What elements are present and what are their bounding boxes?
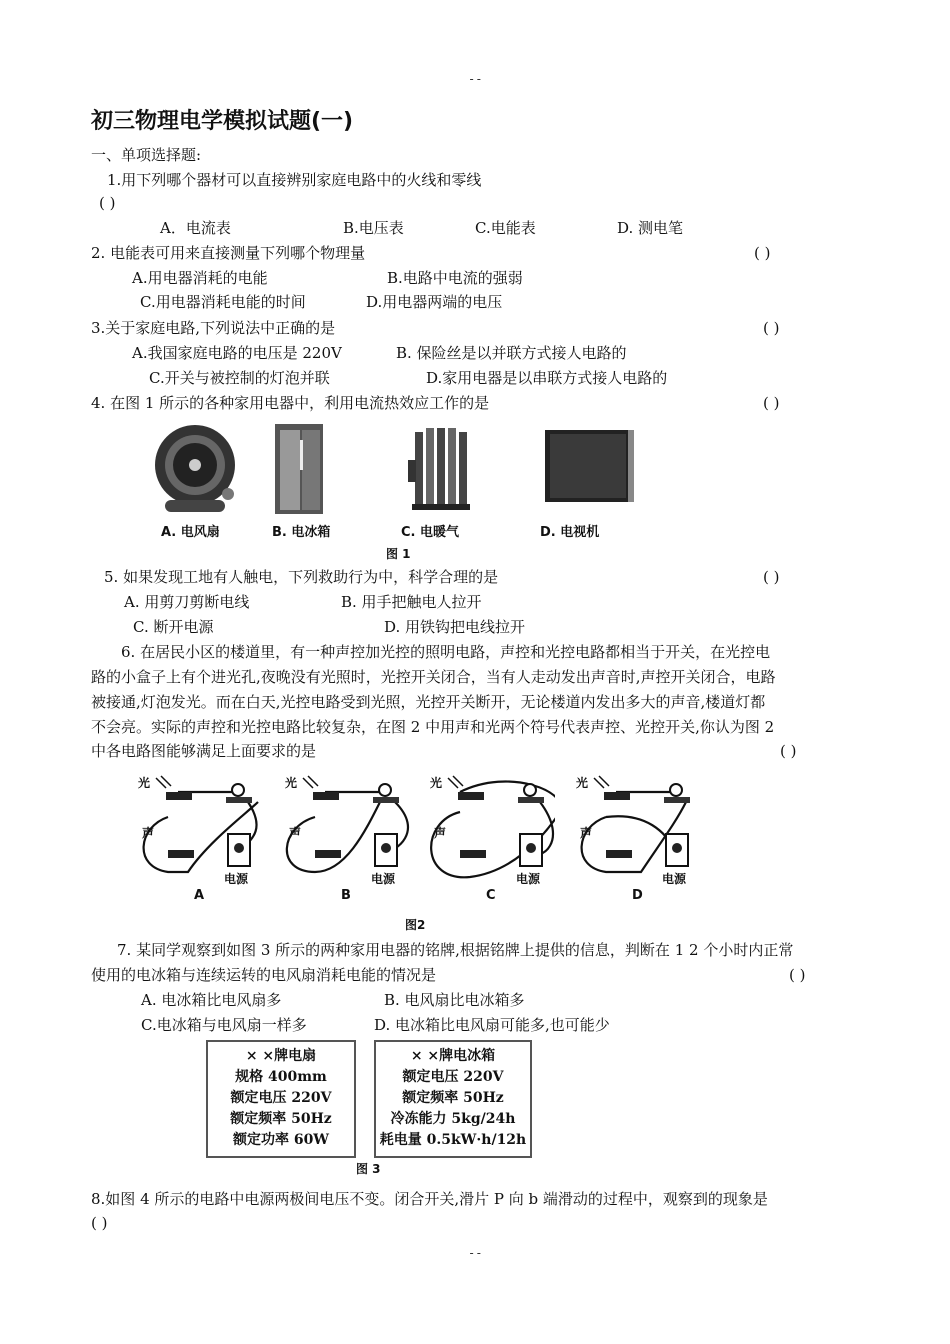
- q1-stem: 1.用下列哪个器材可以直接辨别家庭电路中的火线和零线: [107, 171, 482, 189]
- fig1-caption: 图 1: [386, 547, 411, 561]
- circuit-letter: C: [486, 888, 496, 903]
- circuit-letter: B: [341, 888, 351, 903]
- q1-option-a: A．电流表: [160, 219, 231, 237]
- page-title: 初三物理电学模拟试题(一): [91, 109, 354, 134]
- q5-answer-paren: ( ): [763, 568, 780, 586]
- q3-stem: 3.关于家庭电路,下列说法中正确的是: [91, 319, 336, 337]
- q3-option-b: B. 保险丝是以并联方式接人电路的: [396, 344, 627, 362]
- fig1-label-a: A. 电风扇: [161, 525, 220, 540]
- q1-option-b: B.电压表: [343, 219, 404, 237]
- q3-option-c: C.开关与被控制的灯泡并联: [149, 369, 330, 387]
- q2-stem: 2. 电能表可用来直接测量下列哪个物理量: [91, 244, 366, 262]
- q7-option-b: B. 电风扇比电冰箱多: [384, 991, 525, 1009]
- q5-option-b: B. 用手把触电人拉开: [341, 593, 482, 611]
- power-source-label: 电源: [516, 872, 541, 886]
- q2-option-b: B.电路中电流的强弱: [387, 269, 523, 287]
- q4-stem: 4. 在图 1 所示的各种家用电器中，利用电流热效应工作的是: [91, 394, 490, 412]
- q6-line-4: 不会亮。实际的声控和光控电路比较复杂，在图 2 中用声和光两个符号代表声控、光控开关,你认为图 2: [91, 718, 775, 736]
- fan-plate-line: × ×牌电扇: [245, 1048, 317, 1064]
- light-switch-label: 光: [430, 776, 443, 790]
- fan-plate-line: 额定电压 220V: [230, 1090, 332, 1106]
- q3-option-a: A.我国家庭电路的电压是 220V: [132, 344, 342, 362]
- fridge-plate-line: 耗电量 0.5kW·h/12h: [379, 1132, 527, 1148]
- q1-option-c: C.电能表: [475, 219, 536, 237]
- power-source-label: 电源: [662, 872, 687, 886]
- fridge-plate-line: 冷冻能力 5kg/24h: [390, 1111, 516, 1127]
- q1-answer-paren: ( ): [99, 194, 116, 212]
- q7-line-1: 7. 某同学观察到如图 3 所示的两种家用电器的铭牌,根据铭牌上提供的信息，判断在 1 2 个小时内正常: [117, 941, 794, 959]
- q2-option-d: D.用电器两端的电压: [366, 293, 503, 311]
- q4-answer-paren: ( ): [763, 394, 780, 412]
- light-switch-label: 光: [138, 776, 151, 790]
- sound-switch-label: 声: [580, 826, 593, 840]
- power-source-label: 电源: [224, 872, 249, 886]
- radiator-heater-image: [408, 428, 470, 510]
- q5-stem: 5. 如果发现工地有人触电，下列救助行为中，科学合理的是: [104, 568, 499, 586]
- fridge-plate-line: 额定电压 220V: [402, 1069, 504, 1085]
- circuit-diagram-d: [566, 772, 701, 912]
- figure-1-appliances: [150, 420, 650, 520]
- header-mark: --: [468, 72, 483, 86]
- section-heading: 一、单项选择题:: [91, 146, 202, 164]
- fig2-caption: 图2: [405, 918, 426, 932]
- q1-option-d: D. 测电笔: [617, 219, 684, 237]
- circuit-letter: D: [632, 888, 643, 903]
- power-source-label: 电源: [371, 872, 396, 886]
- fridge-plate-line: × ×牌电冰箱: [410, 1048, 496, 1064]
- q6-line-5: 中各电路图能够满足上面要求的是: [91, 742, 317, 760]
- q2-answer-paren: ( ): [754, 244, 771, 262]
- fan-plate-line: 额定功率 60W: [232, 1132, 330, 1148]
- fig1-label-c: C. 电暖气: [401, 525, 460, 540]
- q6-answer-paren: ( ): [780, 742, 797, 760]
- television-image: [545, 430, 634, 502]
- circuit-diagram-c: [420, 772, 555, 912]
- fig1-label-d: D. 电视机: [540, 525, 600, 540]
- q6-line-3: 被接通,灯泡发光。而在白天,光控电路受到光照，光控开关断开，无论楼道内发出多大的声音,楼道灯都: [91, 693, 766, 711]
- q7-option-c: C.电冰箱与电风扇一样多: [141, 1016, 307, 1034]
- sound-switch-label: 声: [434, 826, 447, 840]
- q5-option-a: A. 用剪刀剪断电线: [124, 593, 250, 611]
- q7-option-d: D. 电冰箱比电风扇可能多,也可能少: [374, 1016, 610, 1034]
- sound-switch-label: 声: [289, 826, 302, 840]
- fig3-caption: 图 3: [356, 1162, 381, 1176]
- q5-option-c: C. 断开电源: [133, 618, 214, 636]
- q7-answer-paren: ( ): [789, 966, 806, 984]
- fridge-plate-line: 额定频率 50Hz: [402, 1090, 504, 1106]
- refrigerator-image: [275, 424, 323, 514]
- fan-plate-line: 额定频率 50Hz: [230, 1111, 332, 1127]
- q7-option-a: A. 电冰箱比电风扇多: [141, 991, 282, 1009]
- circuit-diagram-b: [275, 772, 410, 912]
- q5-option-d: D. 用铁钩把电线拉开: [384, 618, 526, 636]
- fan-plate-line: 规格 400mm: [235, 1069, 327, 1085]
- q2-option-c: C.用电器消耗电能的时间: [140, 293, 306, 311]
- sound-switch-label: 声: [142, 826, 155, 840]
- q2-option-a: A.用电器消耗的电能: [132, 269, 268, 287]
- circuit-letter: A: [194, 888, 205, 903]
- fridge-nameplate: [374, 1040, 532, 1158]
- fan-nameplate: [206, 1040, 356, 1158]
- light-switch-label: 光: [285, 776, 298, 790]
- q8-stem: 8.如图 4 所示的电路中电源两极间电压不变。闭合开关,滑片 P 向 b 端滑动的过程中，观察到的现象是: [91, 1190, 768, 1208]
- light-switch-label: 光: [576, 776, 589, 790]
- q6-line-1: 6. 在居民小区的楼道里，有一种声控加光控的照明电路，声控和光控电路都相当于开关，在光控电: [121, 643, 771, 661]
- circuit-diagram-a: [128, 772, 263, 912]
- q7-line-2: 使用的电冰箱与连续运转的电风扇消耗电能的情况是: [91, 966, 437, 984]
- q3-option-d: D.家用电器是以串联方式接人电路的: [426, 369, 668, 387]
- footer-mark: --: [468, 1246, 483, 1260]
- electric-fan-image: [155, 425, 235, 512]
- fig1-label-b: B. 电冰箱: [272, 525, 331, 540]
- q6-line-2: 路的小盒子上有个进光孔,夜晚没有光照时，光控开关闭合，当有人走动发出声音时,声控开关闭合，电路: [91, 668, 776, 686]
- q8-answer-paren: ( ): [91, 1214, 108, 1232]
- q3-answer-paren: ( ): [763, 319, 780, 337]
